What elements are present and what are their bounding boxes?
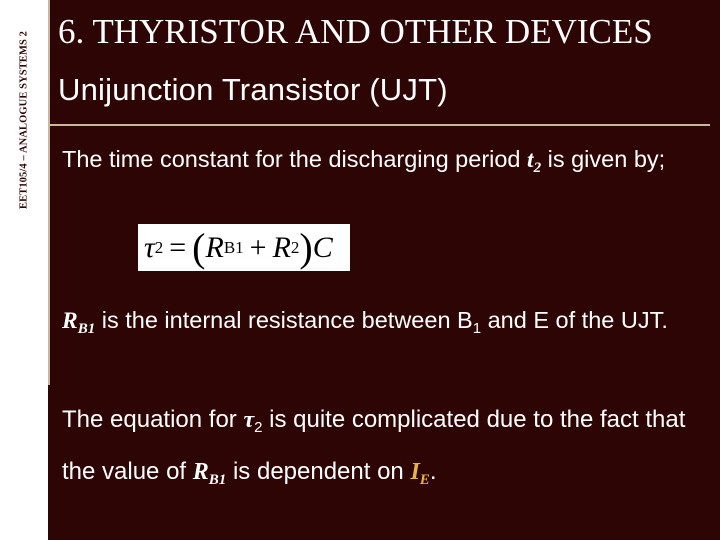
paragraph-text: is the internal resistance between B [95, 307, 473, 333]
paragraph-text: is dependent on [226, 458, 411, 485]
paragraph-rb1 [62, 300, 702, 349]
formula-r: R [205, 230, 224, 264]
symbol-tau: τ [243, 407, 255, 433]
symbol-subscript: E [419, 472, 430, 488]
symbol-subscript: 1 [472, 320, 482, 337]
paragraph-text: . [429, 458, 437, 485]
paragraph-time-constant [62, 142, 702, 185]
paragraph-equation [62, 398, 712, 502]
formula-paren: ) [299, 224, 313, 270]
slide-title: 6. THYRISTOR AND OTHER DEVICES [58, 12, 653, 51]
symbol-r: R [192, 459, 209, 485]
symbol-subscript: B1 [208, 472, 227, 488]
sidebar [0, 0, 48, 540]
symbol-t: t [527, 147, 534, 173]
symbol-subscript: 2 [533, 160, 542, 176]
formula-subscript: 2 [290, 237, 300, 257]
course-label: EET105/4 – ANALOGUE SYSTEMS 2 [18, 31, 30, 209]
formula-r: R [272, 230, 291, 264]
paragraph-text: is given by; [541, 146, 666, 172]
vertical-divider [48, 0, 50, 385]
slide-subtitle: Unijunction Transistor (UJT) [58, 72, 448, 107]
formula-plus: + [249, 230, 267, 264]
symbol-i: I [410, 459, 420, 485]
title-rule [48, 124, 710, 126]
symbol-subscript: B1 [77, 321, 96, 337]
paragraph-text: and E of the UJT. [481, 307, 668, 333]
symbol-r: R [62, 308, 78, 334]
formula-image [138, 224, 350, 271]
paragraph-text: is quite complicated due to the fact that the value of [62, 406, 686, 485]
formula-tau: τ [144, 230, 155, 264]
formula-paren: ( [192, 224, 206, 270]
formula-subscript: 2 [154, 237, 164, 257]
paragraph-text: The time constant for the discharging period [62, 146, 528, 172]
formula-subscript: B1 [223, 237, 244, 257]
formula-equals: = [169, 230, 187, 264]
formula-c: C [312, 230, 333, 264]
paragraph-text: The equation for [62, 406, 244, 433]
symbol-subscript: 2 [254, 419, 263, 436]
